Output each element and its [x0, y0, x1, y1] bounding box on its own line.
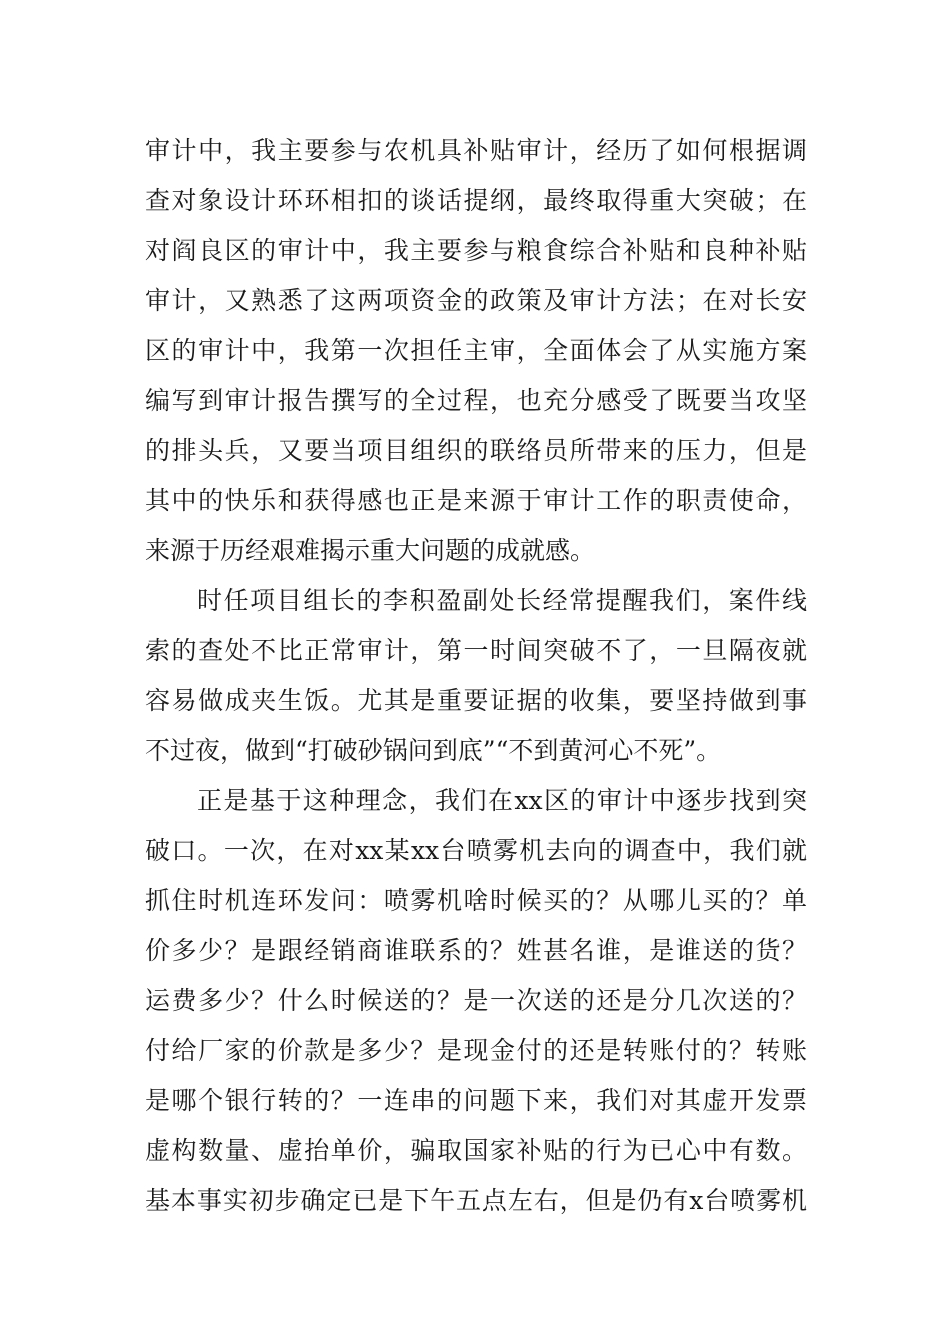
text-line-7: 的排头兵，又要当项目组织的联络员所带来的压力，但是	[145, 436, 807, 465]
text-line-19: 付给厂家的价款是多少？是现金付的还是转账付的？转账	[145, 1036, 807, 1065]
text-line-15: 破口。一次，在对xx某xx台喷雾机去向的调查中，我们就	[145, 836, 807, 865]
text-line-1: 审计中，我主要参与农机具补贴审计，经历了如何根据调	[145, 136, 807, 165]
text-line-22: 基本事实初步确定已是下午五点左右，但是仍有x台喷雾机	[145, 1186, 807, 1215]
text-line-2: 查对象设计环环相扣的谈话提纲，最终取得重大突破；在	[145, 186, 807, 215]
text-line-12: 容易做成夹生饭。尤其是重要证据的收集，要坚持做到事	[145, 686, 807, 715]
text-line-6: 编写到审计报告撰写的全过程，也充分感受了既要当攻坚	[145, 386, 807, 415]
text-line-3: 对阎良区的审计中，我主要参与粮食综合补贴和良种补贴	[145, 236, 807, 265]
text-line-17: 价多少？是跟经销商谁联系的？姓甚名谁，是谁送的货？	[145, 936, 807, 965]
text-line-13: 不过夜，做到“打破砂锅问到底”“不到黄河心不死”。	[145, 736, 722, 765]
text-line-5: 区的审计中，我第一次担任主审，全面体会了从实施方案	[145, 336, 807, 365]
text-line-4: 审计，又熟悉了这两项资金的政策及审计方法；在对长安	[145, 286, 807, 315]
text-line-8: 其中的快乐和获得感也正是来源于审计工作的职责使命，	[145, 486, 807, 515]
text-line-9: 来源于历经艰难揭示重大问题的成就感。	[145, 536, 596, 565]
text-line-18: 运费多少？什么时候送的？是一次送的还是分几次送的？	[145, 986, 807, 1015]
text-line-21: 虚构数量、虚抬单价，骗取国家补贴的行为已心中有数。	[145, 1136, 807, 1165]
text-line-16: 抓住时机连环发问：喷雾机啥时候买的？从哪儿买的？单	[145, 886, 807, 915]
text-line-14: 正是基于这种理念，我们在xx区的审计中逐步找到突	[197, 786, 807, 815]
text-line-20: 是哪个银行转的？一连串的问题下来，我们对其虚开发票	[145, 1086, 807, 1115]
text-line-11: 索的查处不比正常审计，第一时间突破不了，一旦隔夜就	[145, 636, 807, 665]
text-line-10: 时任项目组长的李积盈副处长经常提醒我们，案件线	[197, 586, 807, 615]
